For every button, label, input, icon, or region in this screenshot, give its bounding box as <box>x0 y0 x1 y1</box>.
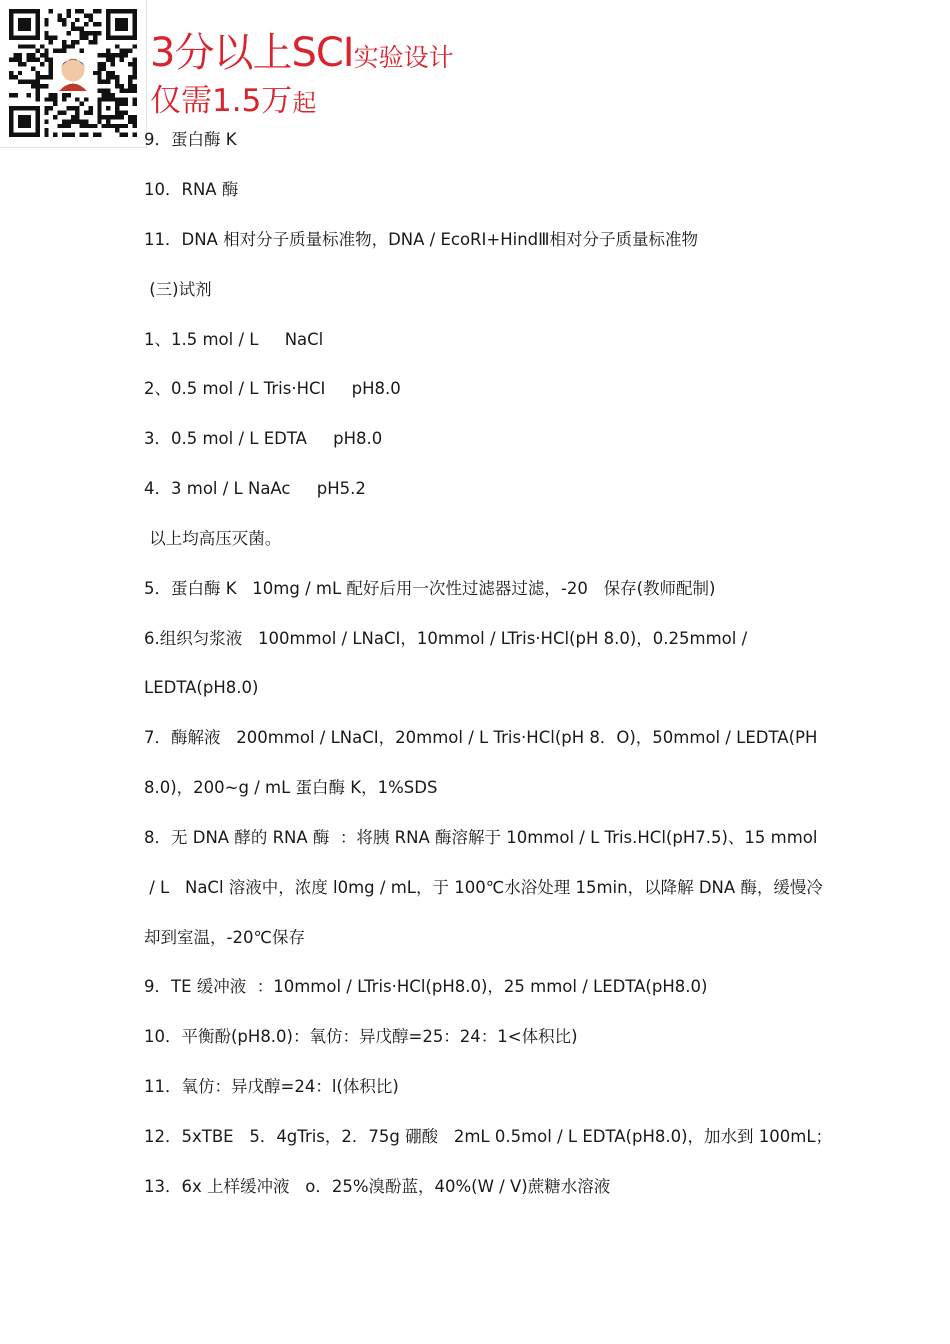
qr-code-icon[interactable] <box>9 9 137 137</box>
reagent-digestion-line1: 7．酶解液 200mmol / LNaCI，20mmol / L Tris·HCl(pH 8．O)，50mmol / LEDTA(PH <box>144 728 818 747</box>
ad-line2-big: 仅需1.5万 <box>150 83 293 119</box>
reagent-edta: 3．0.5 mol / L EDTA pH8.0 <box>144 429 383 448</box>
reagent-homogenate-line2: LEDTA(pH8.0) <box>144 678 259 697</box>
item-rnase: 10．RNA 酶 <box>144 180 239 199</box>
item-dna-marker: 11．DNA 相对分子质量标准物，DNA / EcoRI+HindⅢ相对分子质量标准物 <box>144 230 699 249</box>
reagent-phenol: 10．平衡酚(pH8.0)：氧仿：异戊醇=25：24：1<体积比) <box>144 1027 578 1046</box>
reagent-loading-buffer: 13．6x 上样缓冲液 o．25%溴酚蓝，40%(W / V)蔗糖水溶液 <box>144 1177 611 1196</box>
ad-line1-big: 3分以上SCI <box>150 30 354 76</box>
ad-banner-line2 <box>150 82 316 122</box>
sterilization-note: 以上均高压灭菌。 <box>144 529 282 548</box>
section-heading-reagents: (三)试剂 <box>144 280 212 299</box>
ad-line2-small: 起 <box>292 89 317 117</box>
reagent-homogenate-line1: 6.组织匀浆液 100mmol / LNaCI，10mmol / LTris·HCl(pH 8.0)，0.25mmol / <box>144 629 748 648</box>
reagent-proteinase-k: 5．蛋白酶 K 10mg / mL 配好后用一次性过滤器过滤，-20 保存(教师配制) <box>144 579 716 598</box>
reagent-nacl: 1、1.5 mol / L NaCl <box>144 330 324 349</box>
reagent-digestion-line2: 8.0)，200~g / mL 蛋白酶 K，1%SDS <box>144 778 438 797</box>
qr-code-box <box>0 0 147 148</box>
reagent-tris-hcl: 2、0.5 mol / L Tris·HCI pH8.0 <box>144 379 401 398</box>
reagent-rnase-line1: 8．无 DNA 酵的 RNA 酶 ：将胰 RNA 酶溶解于 10mmol / L Tris.HCl(pH7.5)、15 mmol <box>144 828 818 847</box>
reagent-chloroform: 11．氧仿：异戊醇=24：l(体积比) <box>144 1077 399 1096</box>
reagent-rnase-line2: / L NaCl 溶液中，浓度 l0mg / mL，于 100℃水浴处理 15min，以降解 DNA 酶，缓慢冷 <box>144 878 823 897</box>
item-proteinase-k: 9．蛋白酶 K <box>144 130 237 149</box>
ad-line1-small: 实验设计 <box>353 43 454 72</box>
reagent-naac: 4．3 mol / L NaAc pH5.2 <box>144 479 366 498</box>
reagent-rnase-line3: 却到室温，-20℃保存 <box>144 928 305 947</box>
ad-banner-line1 <box>150 30 454 81</box>
reagent-tbe: 12．5xTBE 5．4gTris，2．75g 硼酸 2mL 0.5mol / L EDTA(pH8.0)，加水到 100mL； <box>144 1127 833 1146</box>
reagent-te-buffer: 9．TE 缓冲液 ：10mmol / LTris·HCl(pH8.0)，25 mmol / LEDTA(pH8.0) <box>144 977 708 996</box>
